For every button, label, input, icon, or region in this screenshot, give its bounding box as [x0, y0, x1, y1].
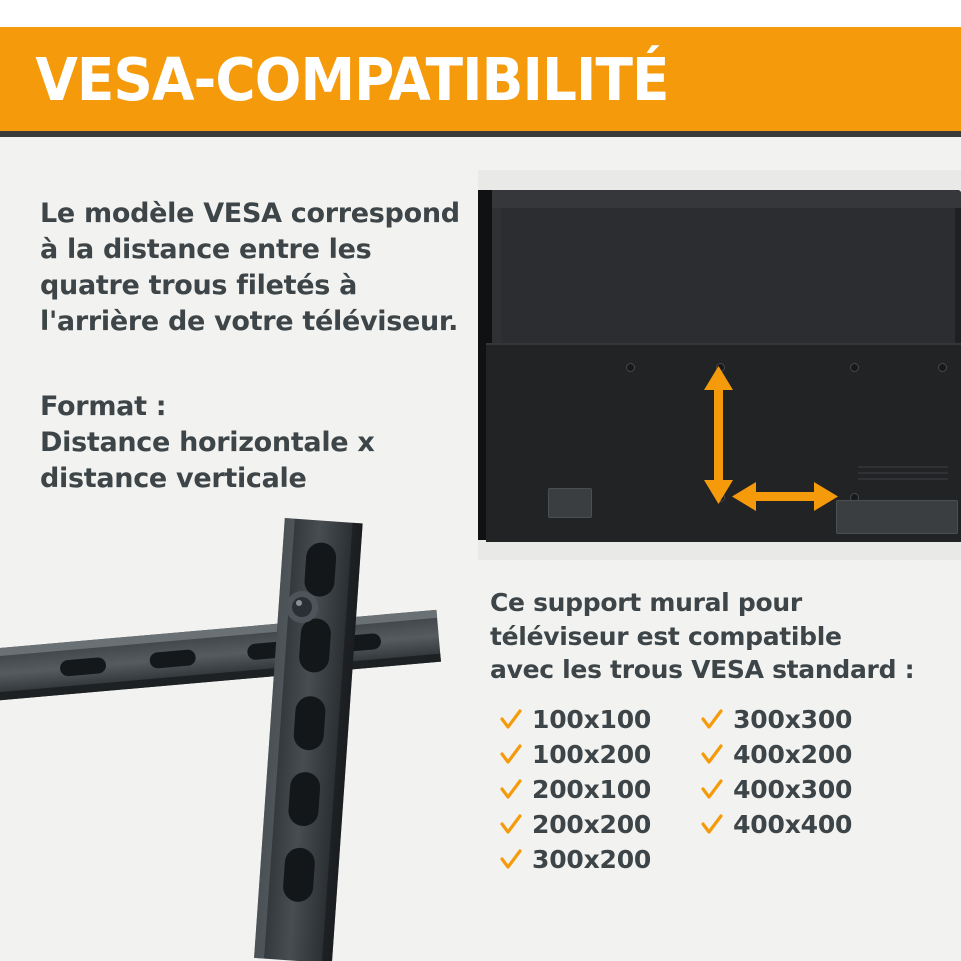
vesa-size-label: 400x200	[733, 740, 853, 769]
compat-line-2: téléviseur est compatible	[490, 621, 842, 651]
vesa-size-label: 300x200	[532, 845, 652, 874]
header-banner	[0, 27, 961, 137]
compat-line-3: avec les trous VESA standard :	[490, 655, 915, 684]
intro-line-2: à la distance entre les	[40, 233, 372, 265]
list-item	[500, 772, 651, 807]
list-item	[701, 737, 852, 772]
bracket-illustration	[0, 500, 470, 961]
vesa-column-right	[701, 702, 852, 877]
list-item	[500, 702, 651, 737]
wall-mount-bracket-photo	[0, 500, 470, 961]
list-item	[500, 842, 651, 877]
format-line-2: Distance horizontale x	[40, 426, 375, 458]
check-icon	[500, 709, 522, 731]
check-icon	[500, 849, 522, 871]
intro-line-3: quatre trous filetés à	[40, 269, 358, 301]
vesa-size-label: 200x200	[532, 810, 652, 839]
list-item	[701, 772, 852, 807]
check-icon	[701, 709, 723, 731]
compat-line-1: Ce support mural pour	[490, 588, 802, 617]
top-white-strip	[0, 0, 961, 27]
vesa-measure-arrows	[478, 170, 961, 560]
compatibility-paragraph	[490, 586, 945, 687]
intro-line-1: Le modèle VESA correspond	[40, 198, 460, 229]
format-paragraph	[40, 389, 480, 497]
list-item	[701, 702, 852, 737]
check-icon	[701, 779, 723, 801]
check-icon	[701, 814, 723, 836]
check-icon	[500, 744, 522, 766]
vesa-size-label: 300x300	[733, 705, 853, 734]
list-item	[500, 737, 651, 772]
format-line-1: Format :	[40, 391, 167, 422]
intro-paragraph	[40, 196, 480, 340]
format-line-3: distance verticale	[40, 462, 307, 494]
list-item	[701, 807, 852, 842]
vesa-size-list	[500, 702, 940, 877]
vesa-size-label: 200x100	[532, 775, 652, 804]
vesa-size-label: 400x400	[733, 810, 853, 839]
check-icon	[701, 744, 723, 766]
tv-rear-photo	[478, 170, 961, 560]
vesa-size-label: 400x300	[733, 775, 853, 804]
intro-line-4: l'arrière de votre téléviseur.	[40, 305, 459, 337]
check-icon	[500, 814, 522, 836]
vesa-size-label: 100x100	[532, 705, 652, 734]
check-icon	[500, 779, 522, 801]
page-title: VESA-COMPATIBILITÉ	[35, 44, 669, 114]
vesa-column-left	[500, 702, 651, 877]
list-item	[500, 807, 651, 842]
vesa-size-label: 100x200	[532, 740, 652, 769]
